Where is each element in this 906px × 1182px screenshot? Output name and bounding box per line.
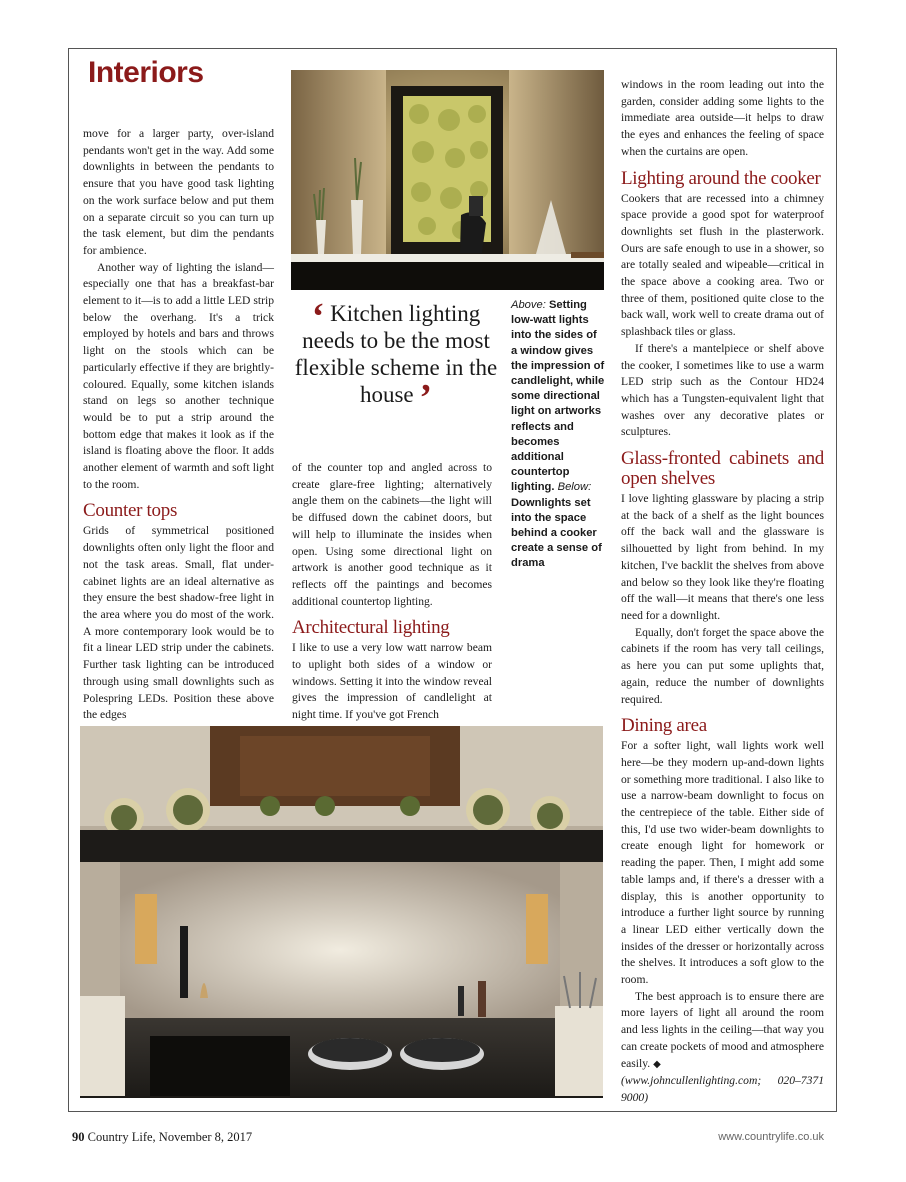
paragraph: of the counter top and angled across to create glare-free lighting; alternatively angle them on the cabinets—the light will be diffused down the cabinet doors, but will help to illuminate the insides when open. Using some directional light on artwork is another good technique as it reflects off the paintings and becomes additional countertop lighting. [292,461,492,608]
open-quote-mark: ‘ [311,296,325,338]
heading-lighting-around-cooker: Lighting around the cooker [621,167,821,189]
cooker-illustration [80,726,603,1098]
end-mark-icon: ◆ [653,1058,661,1070]
kitchen-window-illustration [291,70,604,290]
photo-caption [511,298,605,572]
contact-details: (www.johncullenlighting.com; 020–7371 9000) [621,1074,824,1104]
page-number: 90 [72,1130,85,1144]
heading-architectural-lighting: Architectural lighting [292,617,450,639]
column-1 [83,126,274,724]
closing-paragraph-text: The best approach is to ensure there are more layers of light all around the room and less lights in the ceiling—that way you can create pockets of mood and atmosphere easily. [621,989,824,1070]
column-2 [292,460,492,724]
page-footer-left [72,1130,252,1145]
column-3 [621,77,824,1107]
paragraph: If there's a mantelpiece or shelf above the cooker, I sometimes like to use a warm LED strip such as the Contour HD24 which has a Tungsten-equivalent light that washes over any decorative plates or sculptures. [621,341,824,439]
paragraph: windows in the room leading out into the garden, consider adding some lights to the immediate area outside—it helps to draw the eyes and enhances the feeling of space when the curtains are open. [621,78,824,158]
site-url: www.countrylife.co.uk [718,1131,824,1143]
caption-lead-below: Below: [557,481,592,494]
paragraph: For a softer light, wall lights work well here—be they modern up-and-down lights or something more traditional. I also like to use a narrow-beam downlight to focus on the centrepiece of the table. Either side of this, I'd use two wider-beam downlights to create enough light for homework or reading the paper. Then, I might add some table lamps and, if there's a dresser with a display, this is another opportunity to introduce a further light source by running a linear LED either vertically down the insides of the dresser or horizontally across the shelves. It introduces a soft glow to the room. [621,739,824,987]
paragraph [621,989,824,1074]
close-quote-mark: ’ [419,377,433,419]
kitchen-window-photo [291,70,604,290]
paragraph: Grids of symmetrical positioned downlights often only light the floor and not the task areas. Small, flat under-cabinet lights are an ideal alternative as they ensure the best shadow-free light in the area where you do most of the work. A more contemporary look would be to fit a linear LED strip under the cabinets. Further task lighting can be introduced through using small downlights such as Polespring LEDs. Position these above the edges [83,524,274,722]
caption-text-above: Setting low-watt lights into the sides of a window gives the impression of candlelight, while some directional light on artworks reflects and becomes additional countertop lighting. [511,299,605,494]
paragraph: move for a larger party, over-island pendants won't get in the way. Add some downlights in between the pendants to ensure that you have good task lighting on the work surface below and put them on a separate circuit so you can turn up the task element, but dim the pendants for ambience. [83,127,274,257]
cooker-photo [80,726,603,1098]
publication-info: Country Life, November 8, 2017 [87,1130,253,1144]
heading-dining-area: Dining area [621,715,707,737]
paragraph: Equally, don't forget the space above the cabinets if the room has very tall ceilings, as here you can put some uplights that, again, reduce the number of downlights required. [621,625,824,706]
caption-lead-above: Above: [511,299,546,311]
paragraph: Cookers that are recessed into a chimney space provide a good spot for waterproof downlights set flush in the plasterwork. Ours are safe enough to use in a shower, so are totally sealed and wipeable—critical in the space above a cooking area. Two or three of them, positioned quite close to the back wall, work well to create drama out of splashback tiles or glass. [621,191,824,339]
heading-counter-tops: Counter tops [83,500,178,522]
section-title: Interiors [88,56,204,89]
paragraph: I love lighting glassware by placing a strip at the back of a shelf as the light bounces off the back wall and the glassware is silhouetted by light from behind. In my kitchen, I've backlit the shelves from above and below so they look like they're floating off the wall—it means that there's one less need for a downlight. [621,492,824,622]
heading-glass-fronted-cabinets: Glass-fronted cabinets and open shelves [621,448,824,490]
pull-quote-text: Kitchen lighting needs to be the most flexible scheme in the house [294,301,498,407]
paragraph: I like to use a very low watt narrow beam to uplight both sides of a window or windows. Setting it into the window reveal gives the impression of candlelight at night time. If you've got French [292,641,492,722]
caption-text-below: Downlights set into the space behind a cooker create a sense of drama [511,496,602,570]
paragraph: Another way of lighting the island—especially one that has a breakfast-bar element to it—is to add a little LED strip below the overhang. It's a trick employed by hotels and bars and throws light on the stools which can be particularly effective if they are brightly-coloured. Equally, some kitchen islands stand on legs so another technique would be to put a strip around the bottom edge that makes it look as if the island is floating above the floor. It adds another element of warmth and soft light to the room. [83,260,274,491]
pull-quote [293,296,499,419]
